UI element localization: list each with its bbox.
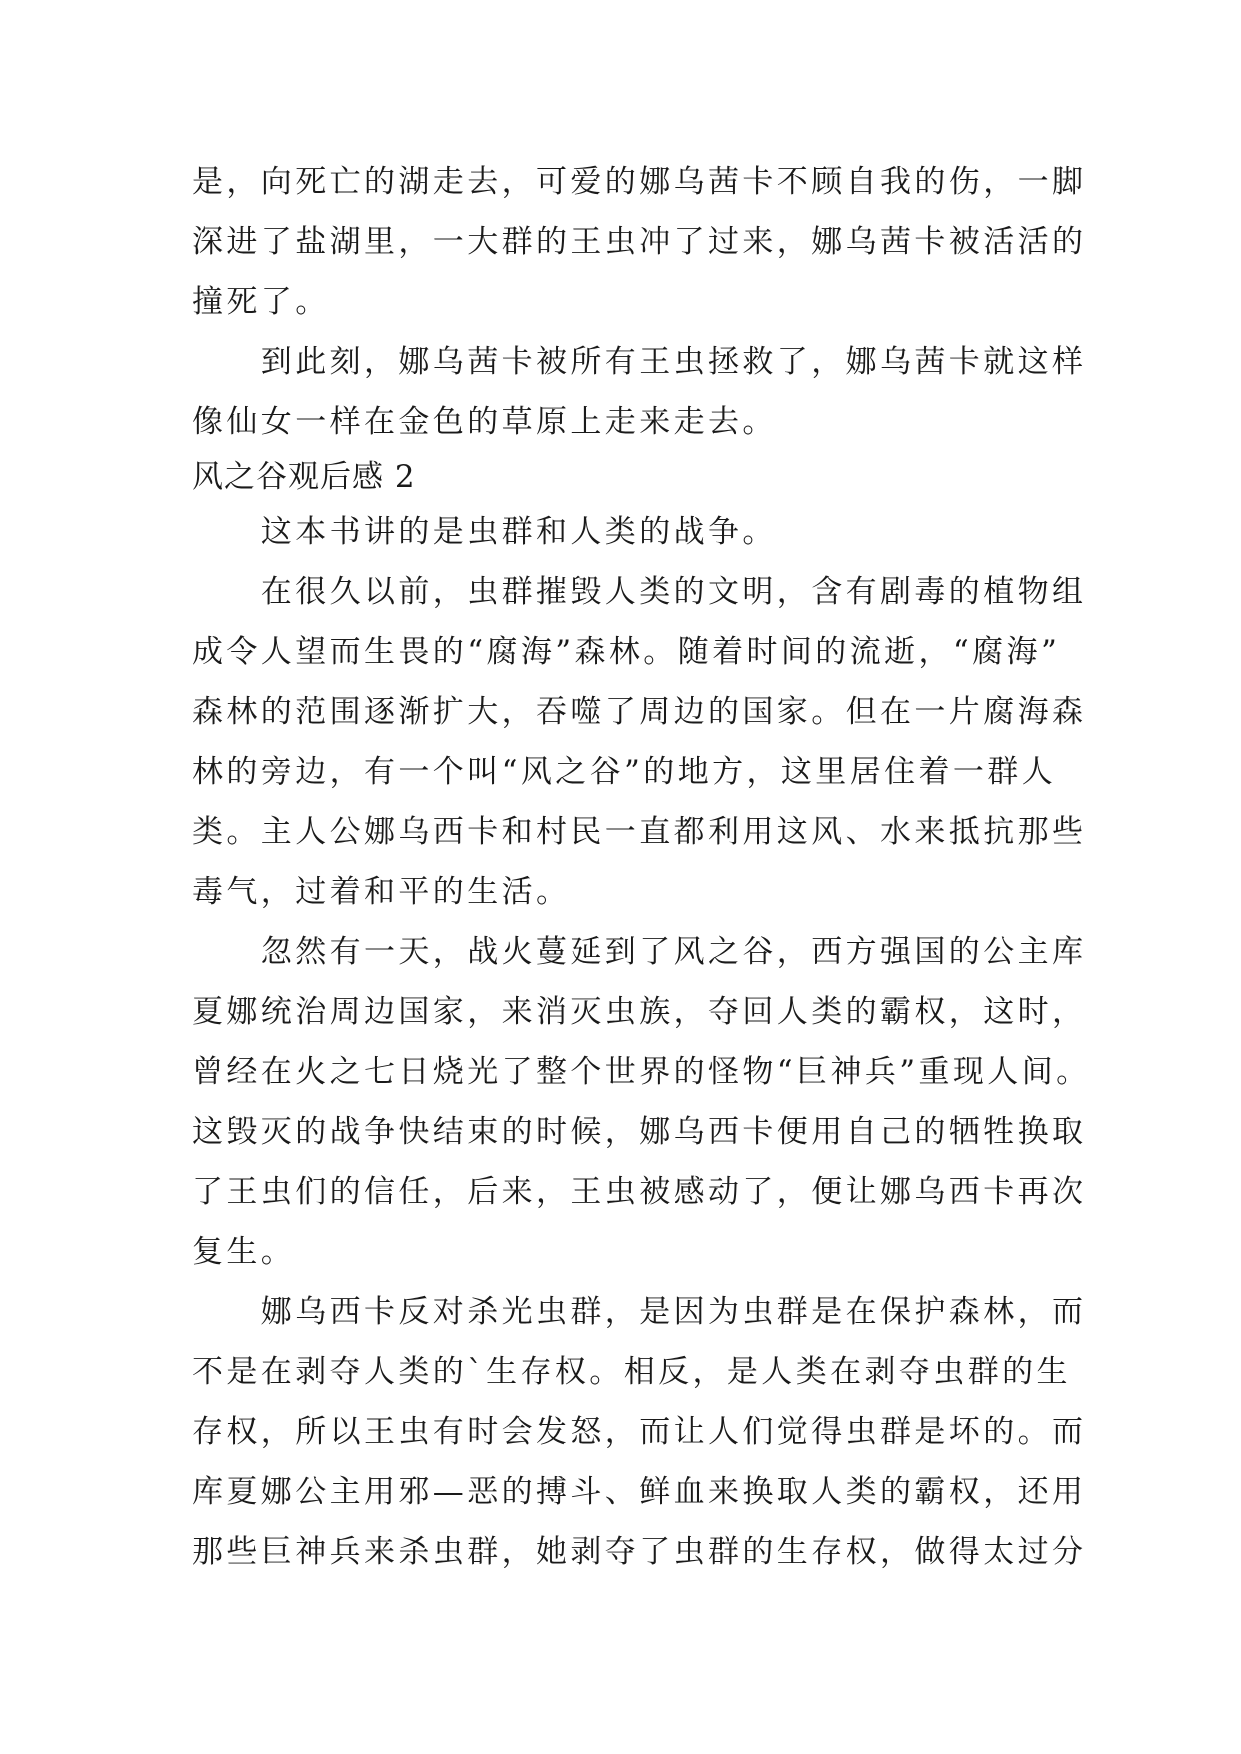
body-line: 深进了盐湖里，一大群的王虫冲了过来，娜乌茜卡被活活的	[192, 224, 1087, 260]
body-line: 这本书讲的是虫群和人类的战争。	[192, 514, 777, 550]
body-line: 像仙女一样在金色的草原上走来走去。	[192, 404, 777, 440]
body-line: 到此刻，娜乌茜卡被所有王虫拯救了，娜乌茜卡就这样	[192, 344, 1087, 380]
body-line: 库夏娜公主用邪—恶的搏斗、鲜血来换取人类的霸权，还用	[192, 1474, 1087, 1510]
body-line: 忽然有一天，战火蔓延到了风之谷，西方强国的公主库	[192, 934, 1087, 970]
body-line: 存权，所以王虫有时会发怒，而让人们觉得虫群是坏的。而	[192, 1414, 1087, 1450]
body-line: 这毁灭的战争快结束的时候，娜乌西卡便用自己的牺牲换取	[192, 1114, 1087, 1150]
body-line: 了王虫们的信任，后来，王虫被感动了，便让娜乌西卡再次	[192, 1174, 1087, 1210]
body-line: 毒气，过着和平的生活。	[192, 874, 571, 910]
body-line: 撞死了。	[192, 284, 330, 320]
body-line: 是，向死亡的湖走去，可爱的娜乌茜卡不顾自我的伤，一脚	[192, 164, 1087, 200]
body-line: 曾经在火之七日烧光了整个世界的怪物“巨神兵”重现人间。	[192, 1054, 1091, 1090]
body-line: 类。主人公娜乌西卡和村民一直都利用这风、水来抵抗那些	[192, 814, 1087, 850]
body-line: 那些巨神兵来杀虫群，她剥夺了虫群的生存权，做得太过分	[192, 1534, 1087, 1570]
section-heading: 风之谷观后感 2	[192, 459, 416, 495]
body-line: 森林的范围逐渐扩大，吞噬了周边的国家。但在一片腐海森	[192, 694, 1087, 730]
body-line: 夏娜统治周边国家，来消灭虫族，夺回人类的霸权，这时，	[192, 994, 1087, 1030]
body-line: 成令人望而生畏的“腐海”森林。随着时间的流逝，“腐海”	[192, 634, 1061, 670]
body-line: 不是在剥夺人类的`生存权。相反，是人类在剥夺虫群的生	[192, 1354, 1071, 1390]
body-line: 林的旁边，有一个叫“风之谷”的地方，这里居住着一群人	[192, 754, 1057, 790]
body-line: 复生。	[192, 1234, 296, 1270]
body-line: 在很久以前，虫群摧毁人类的文明，含有剧毒的植物组	[192, 574, 1087, 610]
body-line: 娜乌西卡反对杀光虫群，是因为虫群是在保护森林，而	[192, 1294, 1087, 1330]
